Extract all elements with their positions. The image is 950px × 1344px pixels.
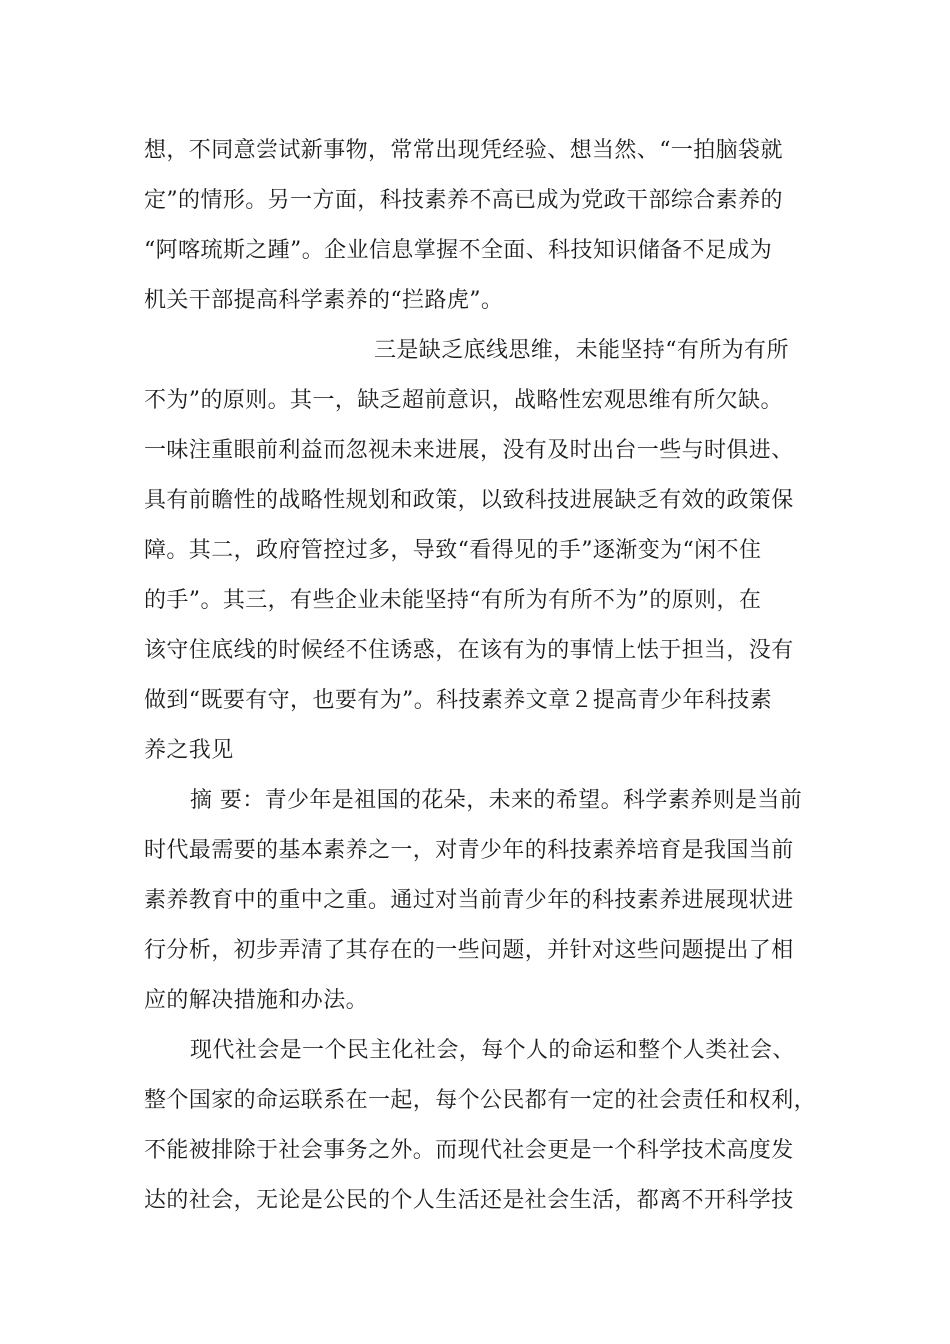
text-line: 素养教育中的重中之重。通过对当前青少年的科技素养进展现状进	[144, 888, 794, 913]
text-line: 机关干部提高科学素养的“拦路虎”。	[144, 288, 504, 313]
abstract-start-line: 摘 要：青少年是祖国的花朵，未来的希望。科学素养则是当前	[190, 788, 803, 813]
text-line: 做到“既要有守，也要有为”。科技素养文章２提高青少年科技素	[144, 688, 773, 713]
text-line: 时代最需要的基本素养之一，对青少年的科技素养培育是我国当前	[144, 838, 794, 863]
text-line: 不为”的原则。其一，缺乏超前意识，战略性宏观思维有所欠缺。	[144, 388, 783, 413]
text-line: 养之我见	[144, 738, 234, 763]
text-line: 障。其二，政府管控过多，导致“看得见的手”逐渐变为“闲不住	[144, 538, 762, 563]
text-line: 行分析，初步弄清了其存在的一些问题，并针对这些问题提出了相	[144, 938, 794, 963]
paragraph-start-line: 三是缺乏底线思维，未能坚持“有所为有所	[374, 338, 789, 363]
text-line: 应的解决措施和办法。	[144, 988, 369, 1013]
text-line: 具有前瞻性的战略性规划和政策，以致科技进展缺乏有效的政策保	[144, 488, 794, 513]
text-line: 想，不同意尝试新事物，常常出现凭经验、想当然、“一拍脑袋就	[144, 138, 783, 163]
text-line: “阿喀琉斯之踵”。企业信息掌握不全面、科技知识储备不足成为	[144, 238, 773, 263]
text-line: 一味注重眼前利益而忽视未来进展，没有及时出台一些与时俱进、	[144, 438, 794, 463]
text-line: 整个国家的命运联系在一起，每个公民都有一定的社会责任和权利，	[144, 1088, 817, 1113]
text-line: 定”的情形。另一方面，科技素养不高已成为党政干部综合素养的	[144, 188, 783, 213]
text-line: 该守住底线的时候经不住诱惑，在该有为的事情上怯于担当，没有	[144, 638, 794, 663]
text-line: 的手”。其三，有些企业未能坚持“有所为有所不为”的原则，在	[144, 588, 762, 613]
paragraph-start-line: 现代社会是一个民主化社会，每个人的命运和整个人类社会、	[190, 1038, 795, 1063]
text-line: 不能被排除于社会事务之外。而现代社会更是一个科学技术高度发	[144, 1138, 794, 1163]
text-line: 达的社会，无论是公民的个人生活还是社会生活，都离不开科学技	[144, 1188, 794, 1213]
